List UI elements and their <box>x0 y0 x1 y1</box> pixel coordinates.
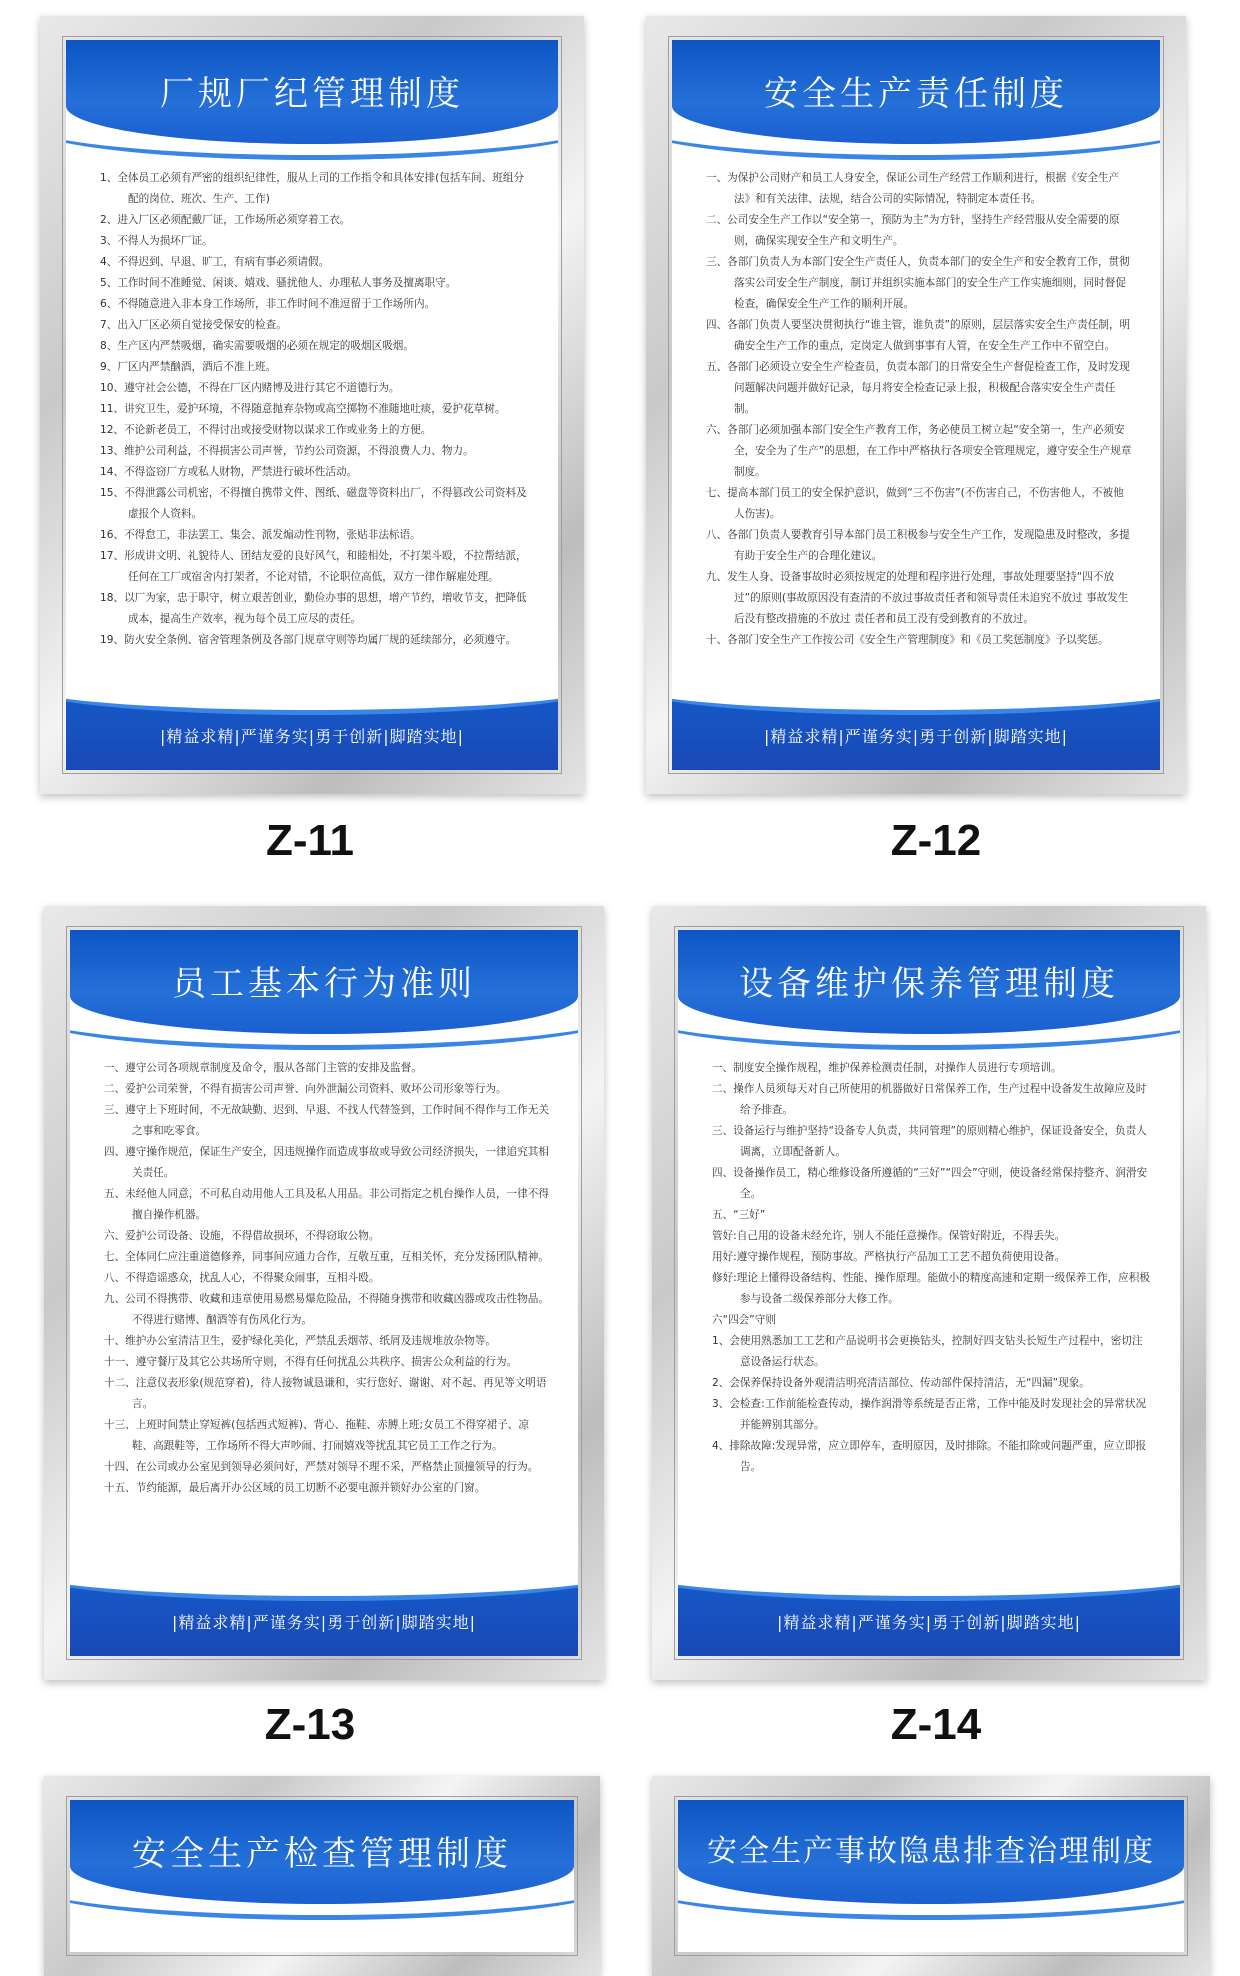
poster-z13 <box>44 906 604 1680</box>
rule-item: 五、各部门必须设立安全生产检查员，负责本部门的日常安全生产督促检查工作，及时发现问题解决问题并做好记录，每月将安全检查记录上报，积极配合落实安全生产责任制。 <box>706 361 1130 415</box>
rule-item: 六“四会”守则 <box>712 1314 776 1326</box>
poster-header <box>672 40 1160 144</box>
rule-item: 13、维护公司利益，不得损害公司声誉，节约公司资源，不得浪费人力、物力。 <box>100 445 474 457</box>
rule-item: 14、不得盗窃厂方或私人财物，严禁进行破坏性活动。 <box>100 466 358 478</box>
rule-item: 六、爱护公司设备、设施，不得借故损坏，不得窃取公物。 <box>104 1230 380 1242</box>
poster-body <box>712 1058 1152 1478</box>
rule-item: 五、未经他人同意，不可私自动用他人工具及私人用品。非公司指定之机台操作人员，一律不得擅自操作机器。 <box>104 1188 549 1221</box>
rule-item: 5、工作时间不准睡觉、闲谈、嬉戏、骚扰他人、办理私人事务及擅离职守。 <box>100 277 457 289</box>
rule-item: 一、遵守公司各项规章制度及命令，服从各部门主管的安排及监督。 <box>104 1062 422 1074</box>
rule-item: 12、不论新老员工，不得讨出或接受财物以谋求工作或业务上的方便。 <box>100 424 432 436</box>
rule-item: 15、不得泄露公司机密，不得擅自携带文件、图纸、磁盘等资料出厂，不得篡改公司资料及虚报个人资料。 <box>100 487 527 520</box>
rule-item: 八、各部门负责人要教育引导本部门员工积极参与安全生产工作，发现隐患及时整改，多提有助于安全生产的合理化建议。 <box>706 529 1130 562</box>
rule-item: 16、不得怠工，非法罢工、集会、派发煽动性刊物，张贴非法标语。 <box>100 529 421 541</box>
rule-item: 五、“三好” <box>712 1209 766 1221</box>
rule-item: 七、提高本部门员工的安全保护意识，做到“三不伤害”(不伤害自己，不伤害他人，不被他人伤害)。 <box>706 487 1124 520</box>
rule-item: 十二、注意仪表形象(规范穿着)，待人接物诚恳谦和，实行您好、谢谢、对不起、再见等文明语言。 <box>104 1377 547 1410</box>
poster-slogan: |精益求精|严谨务实|勇于创新|脚踏实地| <box>160 727 464 746</box>
rule-item: 八、不得造谣惑众，扰乱人心，不得聚众闹事，互相斗殴。 <box>104 1272 380 1284</box>
poster-sheet <box>678 930 1180 1656</box>
rule-item: 十一、遵守餐厅及其它公共场所守则，不得有任何扰乱公共秩序、损害公众利益的行为。 <box>104 1356 518 1368</box>
rule-item: 四、设备操作员工，精心维修设备所遵循的“三好”“四会”守则，使设备经常保持整齐、润滑安全。 <box>712 1167 1148 1200</box>
rule-item: 十五、节约能源，最后离开办公区域的员工切断不必要电源并锁好办公室的门窗。 <box>104 1482 486 1494</box>
rule-item: 1、全体员工必须有严密的组织纪律性，服从上司的工作指令和具体安排(包括车间、班组分配的岗位、班次、生产、工作) <box>100 172 525 205</box>
poster-z14 <box>652 906 1206 1680</box>
poster-header <box>66 40 558 144</box>
rule-item: 2、会保养保持设备外观清洁明亮清洁部位、传动部件保持清洁，无“四漏”现象。 <box>712 1377 1090 1389</box>
poster-footer <box>678 1578 1180 1656</box>
rule-item: 四、遵守操作规范，保证生产安全，因违规操作而造成事故或导致公司经济损失，一律追究其相关责任。 <box>104 1146 549 1179</box>
rule-item: 十、各部门安全生产工作按公司《安全生产管理制度》和《员工奖惩制度》予以奖惩。 <box>706 634 1109 646</box>
poster-slogan: |精益求精|严谨务实|勇于创新|脚踏实地| <box>777 1613 1081 1632</box>
rule-item: 一、为保护公司财产和员工人身安全，保证公司生产经营工作顺利进行，根据《安全生产法》和有关法律、法规，结合公司的实际情况，特制定本责任书。 <box>706 172 1120 205</box>
poster-safety-inspection <box>44 1776 600 1976</box>
rule-item: 六、各部门必须加强本部门安全生产教育工作，务必使员工树立起“安全第一，生产必须安全，安全为了生产”的思想，在工作中严格执行各项安全管理规定，遵守安全生产规章制度。 <box>706 424 1132 478</box>
rule-item: 4、排除故障:发现异常，应立即停车，查明原因，及时排除。不能扣除或问题严重，应立即报告。 <box>712 1440 1147 1473</box>
rule-item: 管好:自己用的设备未经允许，别人不能任意操作。保管好附近，不得丢失。 <box>712 1230 1066 1242</box>
poster-title: 安全生产检查管理制度 <box>132 1834 512 1874</box>
rule-item: 三、设备运行与维护坚持“设备专人负责，共同管理”的原则精心维护，保证设备安全，负责人调离，立即配备新人。 <box>712 1125 1147 1158</box>
rule-item: 三、遵守上下班时间，不无故缺勤、迟到、早退、不找人代替签到，工作时间不得作与工作无关之事和吃零食。 <box>104 1104 549 1137</box>
poster-body <box>100 168 530 651</box>
poster-header <box>678 1800 1184 1904</box>
poster-sheet <box>70 930 578 1656</box>
poster-z12 <box>646 16 1186 794</box>
rule-item: 十、维护办公室清洁卫生，爱护绿化美化，严禁乱丢烟蒂、纸屑及违规堆放杂物等。 <box>104 1335 496 1347</box>
rule-item: 18、以厂为家，忠于职守，树立艰苦创业，勤俭办事的思想，增产节约，增收节支，把降低成本，提高生产效率，视为每个员工应尽的责任。 <box>100 592 527 625</box>
poster-title: 员工基本行为准则 <box>172 964 476 1004</box>
poster-title: 厂规厂纪管理制度 <box>160 74 464 114</box>
poster-code: Z-13 <box>264 1700 356 1749</box>
poster-code: Z-14 <box>890 1700 982 1749</box>
rule-item: 4、不得迟到、早退、旷工，有病有事必须请假。 <box>100 256 330 268</box>
poster-title: 安全生产责任制度 <box>764 74 1068 114</box>
rule-item: 19、防火安全条例、宿舍管理条例及各部门规章守则等均属厂规的延续部分，必须遵守。 <box>100 634 517 646</box>
rule-item: 2、进入厂区必须配戴厂证，工作场所必须穿着工衣。 <box>100 214 351 226</box>
rule-item: 修好:理论上懂得设备结构、性能、操作原理。能做小的精度高速和定期一级保养工作，应积极参与设备二级保养部分大修工作。 <box>712 1272 1150 1305</box>
poster-footer <box>70 1578 578 1656</box>
rule-item: 用好:遵守操作规程，预防事故。严格执行产品加工工艺不超负荷使用设备。 <box>712 1251 1066 1263</box>
rule-item: 九、公司不得携带、收藏和违章使用易燃易爆危险品，不得随身携带和收藏凶器或攻击性物品。不得进行赌博、酗酒等有伤风化行为。 <box>104 1293 549 1326</box>
poster-footer <box>66 692 558 770</box>
rule-item: 1、会使用熟悉加工工艺和产品说明书会更换钻头，控制好四支钻头长短生产过程中，密切注意设备运行状态。 <box>712 1335 1143 1368</box>
poster-slogan: |精益求精|严谨务实|勇于创新|脚踏实地| <box>172 1613 476 1632</box>
poster-footer <box>672 692 1160 770</box>
rule-item: 九、发生人身、设备事故时必须按规定的处理和程序进行处理，事故处理要坚持“四不放过”的原则(事故原因没有查清的不放过事故责任者和领导责任未追究不放过 事故发生后没有整改措施的不放过 责任者和员工没有受到教育的不放过。 <box>706 571 1129 625</box>
rule-item: 9、厂区内严禁酗酒，酒后不准上班。 <box>100 361 277 373</box>
rule-item: 6、不得随意进入非本身工作场所，非工作时间不准逗留于工作场所内。 <box>100 298 436 310</box>
rule-item: 十四、在公司或办公室见到领导必须问好，严禁对领导不理不采，严格禁止顶撞领导的行为。 <box>104 1461 539 1473</box>
rule-item: 四、各部门负责人要坚决贯彻执行“谁主管，谁负责”的原则，层层落实安全生产责任制，明确安全生产工作的重点，定岗定人做到事事有人管，在安全生产工作中不留空白。 <box>706 319 1131 352</box>
rule-item: 3、不得人为损坏厂证。 <box>100 235 213 247</box>
rule-item: 二、操作人员须每天对自己所使用的机器做好日常保养工作，生产过程中设备发生故障应及时给予排查。 <box>712 1083 1147 1116</box>
poster-hazard-investigation <box>652 1776 1210 1976</box>
poster-sheet <box>678 1800 1184 1952</box>
rule-item: 8、生产区内严禁吸烟，确实需要吸烟的必须在规定的吸烟区吸烟。 <box>100 340 414 352</box>
poster-sheet <box>70 1800 574 1952</box>
rule-item: 二、爱护公司荣誉，不得有损害公司声誉、向外泄漏公司资料、败坏公司形象等行为。 <box>104 1083 507 1095</box>
poster-title: 安全生产事故隐患排查治理制度 <box>707 1834 1155 1869</box>
rule-item: 一、制度安全操作规程，维护保养检测责任制，对操作人员进行专项培训。 <box>712 1062 1062 1074</box>
poster-code: Z-12 <box>890 816 982 865</box>
poster-title: 设备维护保养管理制度 <box>739 964 1119 1004</box>
poster-slogan: |精益求精|严谨务实|勇于创新|脚踏实地| <box>764 727 1068 746</box>
rule-item: 17、形成讲文明、礼貌待人、团结友爱的良好风气，和睦相处，不打架斗殴，不拉帮结派，任何在工厂或宿舍内打架者，不论对错，不论职位高低，双方一律作解雇处理。 <box>100 550 527 583</box>
poster-sheet <box>66 40 558 770</box>
rule-item: 三、各部门负责人为本部门安全生产责任人，负责本部门的安全生产和安全教育工作，贯彻落实公司安全生产制度，制订并组织实施本部门的安全生产工作实施细则，同时督促检查，确保安全生产工作的顺利开展。 <box>706 256 1130 310</box>
poster-body <box>104 1058 550 1499</box>
rule-item: 10、遵守社会公德，不得在厂区内赌博及进行其它不道德行为。 <box>100 382 400 394</box>
poster-code: Z-11 <box>265 816 355 865</box>
rule-item: 7、出入厂区必须自觉接受保安的检查。 <box>100 319 287 331</box>
rule-item: 七、全体同仁应注重道德修养，同事间应通力合作，互敬互重，互相关怀，充分发扬团队精神。 <box>104 1251 549 1263</box>
poster-header <box>70 930 578 1034</box>
rule-item: 二、公司安全生产工作以“安全第一，预防为主”为方针，坚持生产经营服从安全需要的原则，确保实现安全生产和文明生产。 <box>706 214 1120 247</box>
poster-header <box>678 930 1180 1034</box>
poster-header <box>70 1800 574 1904</box>
rule-item: 十三、上班时间禁止穿短裤(包括西式短裤)、背心、拖鞋、赤膊上班;女员工不得穿裙子、凉鞋、高跟鞋等，工作场所不得大声吵闹、打闹嬉戏等扰乱其它员工工作之行为。 <box>104 1419 529 1452</box>
rule-item: 3、会检查:工作前能检查传动，操作润滑等系统是否正常，工作中能及时发现社会的异常状况并能辨别其部分。 <box>712 1398 1147 1431</box>
poster-sheet <box>672 40 1160 770</box>
rule-item: 11、讲究卫生，爱护环境，不得随意抛弃杂物或高空掷物不准随地吐痰，爱护花草树。 <box>100 403 506 415</box>
poster-body <box>706 168 1132 651</box>
poster-z11 <box>40 16 584 794</box>
